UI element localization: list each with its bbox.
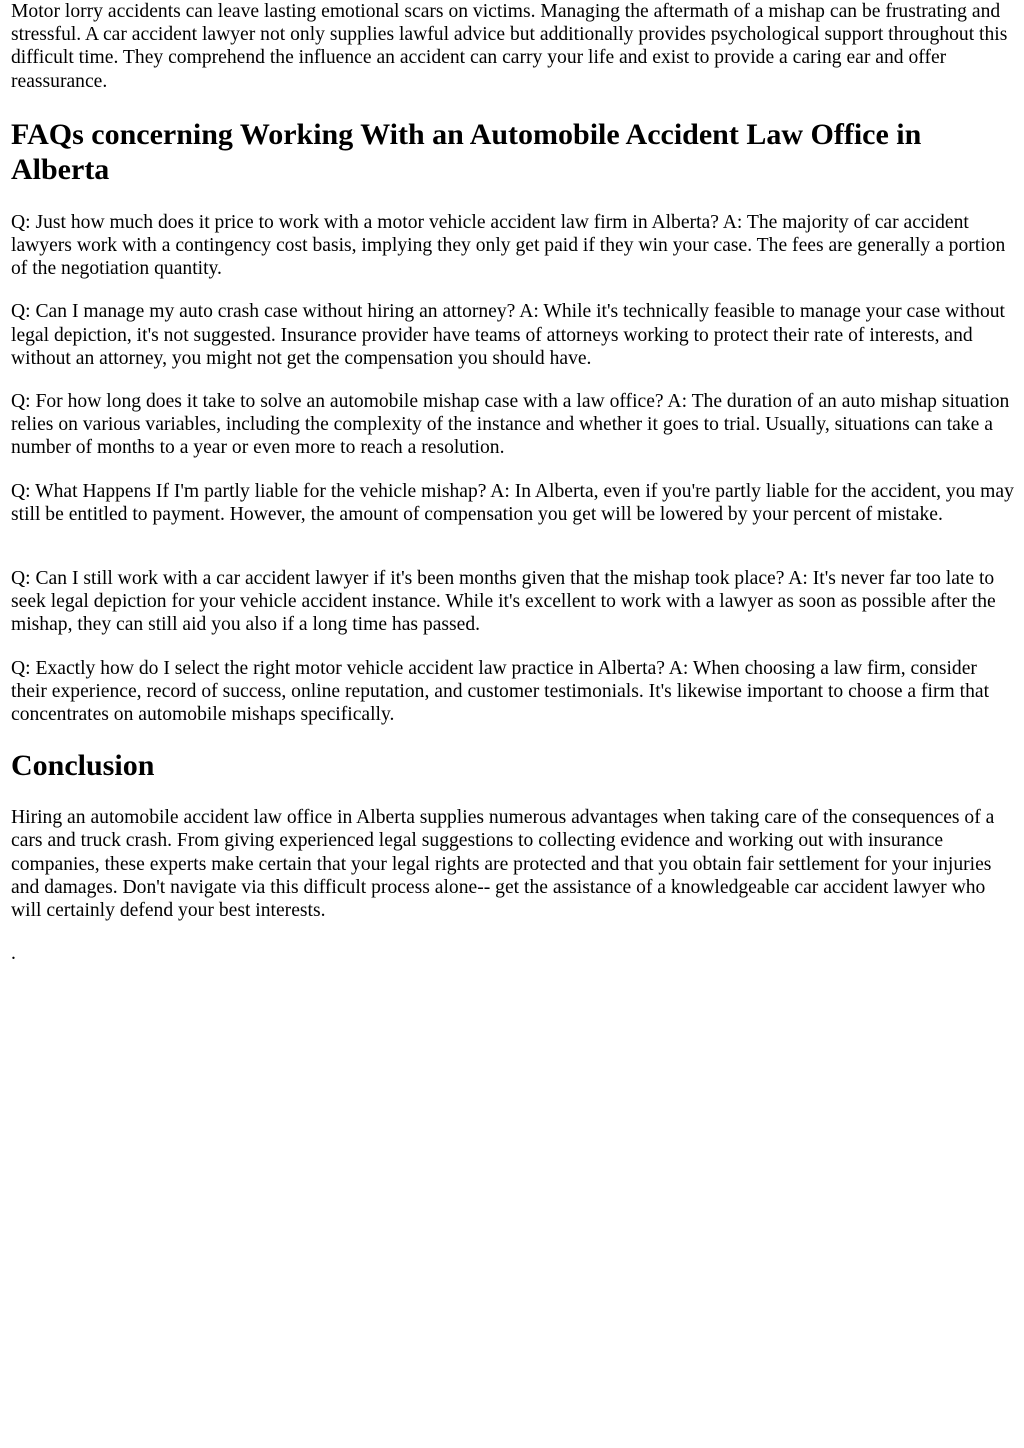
closing-punctuation: . bbox=[11, 943, 16, 965]
conclusion-heading: Conclusion bbox=[11, 749, 155, 783]
intro-paragraph: Motor lorry accidents can leave lasting emotional scars on victims. Managing the aftermath of a mishap can be frustrating and stressful. A car accident lawyer not only supplies lawful advice but additionally provides psychological support throughout this difficult time. They comprehend the influence an accident can carry your life and exist to provide a caring ear and offer reassurance. bbox=[11, 1, 1008, 92]
faq-item: Q: What Happens If I'm partly liable for the vehicle mishap? A: In Alberta, even if you're partly liable for the accident, you may still be entitled to payment. However, the amount of compensation you get will be lowered by your percent of mistake. bbox=[11, 480, 1014, 525]
faq-item: Q: Can I manage my auto crash case without hiring an attorney? A: While it's technically feasible to manage your case without legal depiction, it's not suggested. Insurance provider have teams of attorneys working to protect their rate of interests, and without an attorney, you might not get the compensation you should have. bbox=[11, 301, 1005, 369]
conclusion-paragraph: Hiring an automobile accident law office in Alberta supplies numerous advantages when taking care of the consequences of a cars and truck crash. From giving experienced legal suggestions to collecting evidence and working out with insurance companies, these experts make certain that your legal rights are protected and that you obtain fair settlement for your injuries and damages. Don't navigate via this difficult process alone-- get the assistance of a knowledgeable car accident lawyer who will certainly defend your best interests. bbox=[11, 807, 995, 922]
faq-item: Q: Just how much does it price to work with a motor vehicle accident law firm in Alberta? A: The majority of car accident lawyers work with a contingency cost basis, implying they only get paid if they win your case. The fees are generally a portion of the negotiation quantity. bbox=[11, 211, 1006, 280]
faq-section-heading: FAQs concerning Working With an Automobile Accident Law Office in Alberta bbox=[11, 117, 922, 186]
faq-item: Q: Can I still work with a car accident lawyer if it's been months given that the mishap took place? A: It's never far too late to seek legal depiction for your vehicle accident instance. While it's excellent to work with a lawyer as soon as possible after the mishap, they can still aid you also if a long time has passed. bbox=[11, 568, 996, 636]
faq-item: Q: Exactly how do I select the right motor vehicle accident law practice in Alberta? A: When choosing a law firm, consider their experience, record of success, online reputation, and customer testimonials. It's likewise important to choose a firm that concentrates on automobile mishaps specifically. bbox=[11, 657, 990, 726]
faq-item: Q: For how long does it take to solve an automobile mishap case with a law office? A: The duration of an auto mishap situation relies on various variables, including the complexity of the instance and whether it goes to trial. Usually, situations can take a number of months to a year or even more to reach a resolution. bbox=[11, 391, 1010, 459]
